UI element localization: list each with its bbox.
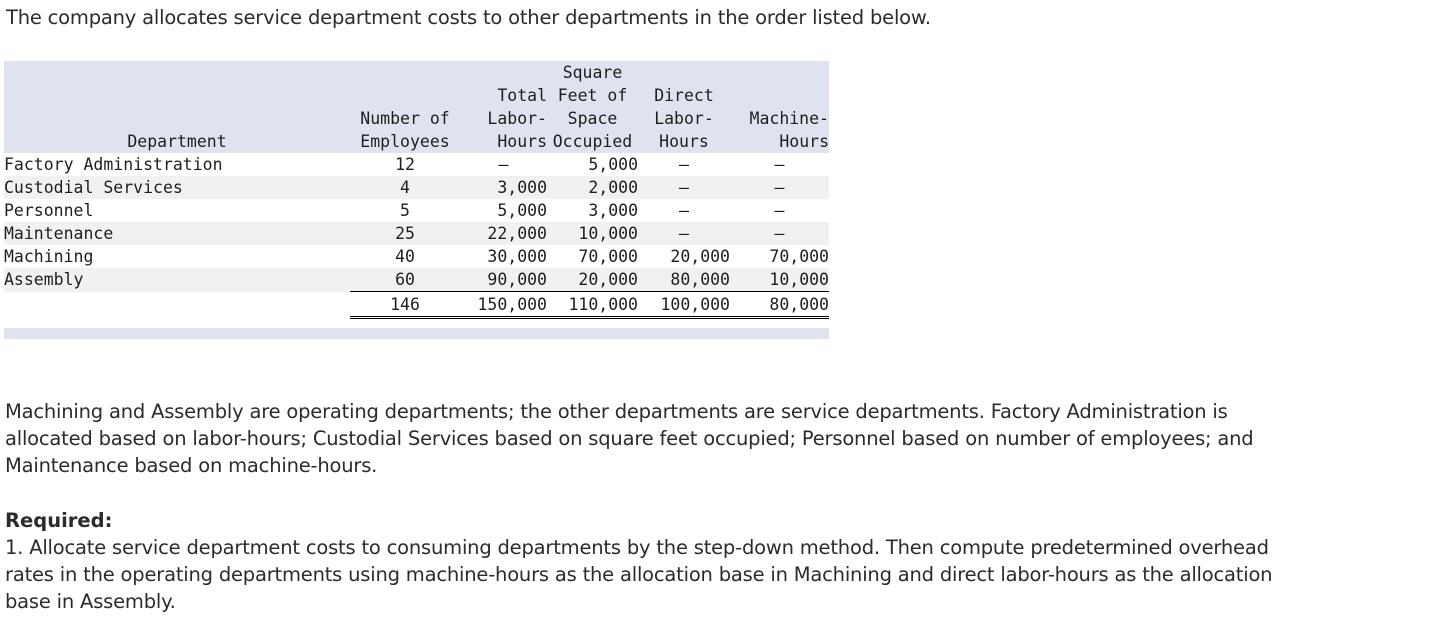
total-direct-labor: 100,000	[638, 292, 730, 318]
cell-machine-hours: 70,000	[769, 247, 829, 266]
total-labor-hours: 150,000	[460, 292, 547, 318]
cell-direct-labor: –	[679, 201, 689, 220]
header-square-feet: Square Feet of Space Occupied	[552, 63, 633, 151]
cell-department: Maintenance	[4, 222, 350, 245]
cell-department: Custodial Services	[4, 176, 350, 199]
cell-total-label	[4, 292, 350, 318]
table-row	[4, 222, 829, 245]
required-label: Required:	[5, 509, 113, 532]
cell-square-feet: 20,000	[547, 268, 638, 292]
table-header-row	[4, 61, 829, 153]
cell-labor-hours: 5,000	[497, 201, 547, 220]
total-machine-hours: 80,000	[730, 292, 829, 318]
cell-department: Factory Administration	[4, 155, 223, 174]
cell-employees: 40	[395, 247, 415, 266]
table-footer-band	[4, 328, 829, 339]
cell-employees: 5	[400, 201, 410, 220]
cell-machine-hours: –	[730, 176, 829, 199]
cell-labor-hours: 3,000	[460, 176, 547, 199]
cell-machine-hours: 10,000	[730, 268, 829, 292]
total-square-feet: 110,000	[547, 292, 638, 318]
header-department: Department	[127, 132, 227, 151]
cell-department: Personnel	[4, 201, 94, 220]
cell-machine-hours: –	[774, 201, 785, 220]
requirement-paragraph: 1. Allocate service department costs to consuming departments by the step-down method. Then compute predetermined overhead rates in the operating departments using machine-hours as the allocation base in Machining and direct labor-hours as the allocation base in Assembly.	[5, 536, 1273, 613]
table-row	[4, 176, 829, 199]
table-row	[4, 153, 829, 176]
cell-machine-hours: –	[730, 222, 829, 245]
cell-square-feet: 70,000	[578, 247, 638, 266]
cell-employees: 60	[350, 268, 460, 292]
cell-department: Machining	[4, 247, 94, 266]
table-row	[4, 199, 829, 222]
cell-department: Assembly	[4, 268, 350, 292]
cell-labor-hours: 30,000	[487, 247, 547, 266]
data-table	[4, 61, 829, 319]
cell-employees: 25	[350, 222, 460, 245]
cell-labor-hours: –	[498, 155, 509, 174]
cell-labor-hours: 22,000	[460, 222, 547, 245]
cell-employees: 4	[350, 176, 460, 199]
table-total-row	[4, 292, 829, 318]
description-paragraph: Machining and Assembly are operating departments; the other departments are service departments. Factory Administration is allocated based on labor-hours; Custodial Services based on square feet occupied; Personnel based on number of employees; and Maintenance based on machine-hours.	[5, 400, 1254, 477]
table-row	[4, 245, 829, 268]
header-machine-hours: Machine- Hours	[749, 109, 829, 151]
cell-machine-hours: –	[774, 155, 785, 174]
cell-direct-labor: –	[679, 155, 689, 174]
cell-employees: 12	[395, 155, 415, 174]
cell-direct-labor: 80,000	[638, 268, 730, 292]
header-direct-labor: Direct Labor- Hours	[654, 86, 714, 151]
total-employees: 146	[350, 292, 460, 318]
cell-direct-labor: 20,000	[670, 247, 730, 266]
cell-labor-hours: 90,000	[460, 268, 547, 292]
intro-text: The company allocates service department costs to other departments in the order listed below.	[6, 6, 931, 29]
cell-square-feet: 2,000	[547, 176, 638, 199]
table-row	[4, 268, 829, 292]
header-employees: Number of Employees	[360, 109, 450, 151]
cell-direct-labor: –	[638, 176, 730, 199]
department-data-table	[4, 61, 829, 339]
header-labor-hours: Total Labor- Hours	[487, 86, 547, 151]
cell-direct-labor: –	[638, 222, 730, 245]
cell-square-feet: 5,000	[588, 155, 638, 174]
cell-square-feet: 10,000	[547, 222, 638, 245]
cell-square-feet: 3,000	[588, 201, 638, 220]
